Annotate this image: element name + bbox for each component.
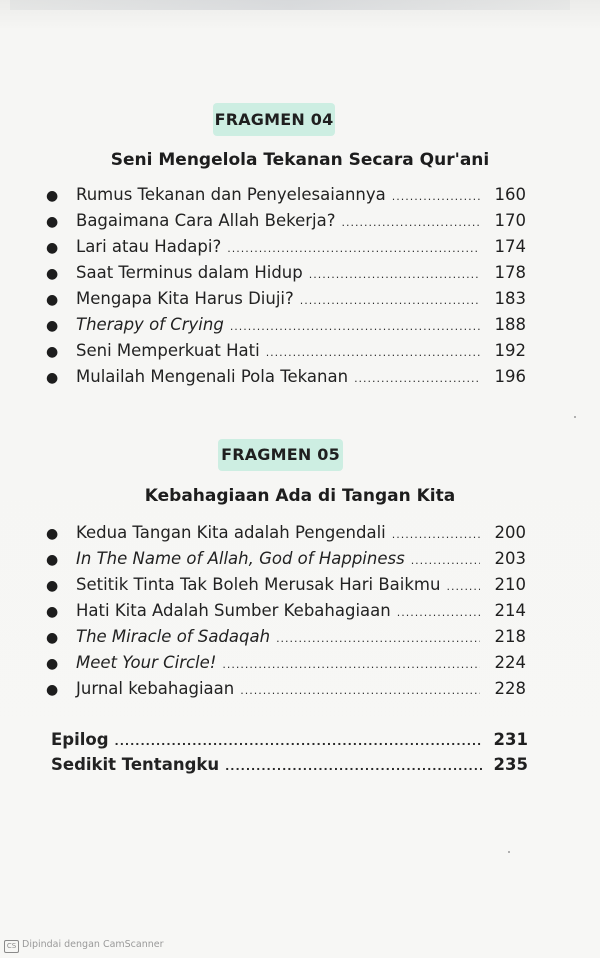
toc-entry bbox=[46, 234, 526, 260]
dot-leader bbox=[446, 574, 480, 600]
bullet-icon: ● bbox=[46, 682, 59, 698]
toc-entry bbox=[46, 598, 526, 624]
toc-entry-epilog bbox=[51, 727, 528, 752]
toc-entry bbox=[46, 520, 526, 546]
dot-leader bbox=[392, 522, 480, 548]
toc-entry bbox=[46, 364, 526, 390]
toc-entry-title: Rumus Tekanan dan Penyelesaiannya bbox=[76, 185, 386, 204]
toc-entry-title: Jurnal kebahagiaan bbox=[76, 679, 235, 698]
dot-leader bbox=[240, 678, 480, 704]
fragment-05-badge: FRAGMEN 05 bbox=[218, 439, 343, 471]
dot-leader bbox=[227, 236, 480, 262]
toc-entry-about-author bbox=[51, 752, 528, 777]
toc-page-number: 200 bbox=[494, 523, 526, 542]
toc-entry bbox=[46, 260, 526, 286]
dot-leader bbox=[276, 626, 480, 652]
toc-page-number: 160 bbox=[494, 185, 526, 204]
toc-page-number: 214 bbox=[494, 601, 526, 620]
toc-page-number: 170 bbox=[494, 211, 526, 230]
bullet-icon: ● bbox=[46, 344, 59, 360]
toc-entry bbox=[46, 546, 526, 572]
toc-entry bbox=[46, 182, 526, 208]
toc-page-number: 174 bbox=[494, 237, 526, 256]
toc-entry-title: Mulailah Mengenali Pola Tekanan bbox=[76, 367, 349, 386]
dot-leader bbox=[225, 754, 482, 779]
fragment-05-toc bbox=[46, 520, 526, 702]
bullet-icon: ● bbox=[46, 188, 59, 204]
dot-leader bbox=[300, 288, 480, 314]
scan-speck bbox=[508, 851, 510, 853]
toc-page-number: 196 bbox=[494, 367, 526, 386]
toc-entry-title: Epilog bbox=[51, 730, 109, 749]
toc-entry bbox=[46, 650, 526, 676]
fragment-04-toc bbox=[46, 182, 526, 390]
toc-entry-title: The Miracle of Sadaqah bbox=[76, 627, 271, 646]
dot-leader bbox=[309, 262, 480, 288]
bullet-icon: ● bbox=[46, 630, 59, 646]
toc-page-number: 210 bbox=[494, 575, 526, 594]
bullet-icon: ● bbox=[46, 578, 59, 594]
toc-page-number: 178 bbox=[494, 263, 526, 282]
toc-entry-title: Therapy of Crying bbox=[76, 315, 224, 334]
dot-leader bbox=[354, 366, 480, 392]
toc-page-number: 228 bbox=[494, 679, 526, 698]
toc-entry-title: Mengapa Kita Harus Diuji? bbox=[76, 289, 294, 308]
dot-leader bbox=[397, 600, 480, 626]
bullet-icon: ● bbox=[46, 292, 59, 308]
toc-entry bbox=[46, 572, 526, 598]
toc-entry-title: Hati Kita Adalah Sumber Kebahagiaan bbox=[76, 601, 391, 620]
scanner-watermark: Dipindai dengan CamScanner bbox=[22, 939, 164, 950]
bullet-icon: ● bbox=[46, 604, 59, 620]
toc-entry-title: Bagaimana Cara Allah Bekerja? bbox=[76, 211, 336, 230]
toc-entry bbox=[46, 208, 526, 234]
toc-page-number: 224 bbox=[494, 653, 526, 672]
scan-bleed-edge bbox=[10, 0, 570, 10]
dot-leader bbox=[392, 184, 480, 210]
toc-entry bbox=[46, 286, 526, 312]
bullet-icon: ● bbox=[46, 318, 59, 334]
toc-entry-title: Seni Memperkuat Hati bbox=[76, 341, 260, 360]
toc-entry bbox=[46, 624, 526, 650]
toc-entry-title: Kedua Tangan Kita adalah Pengendali bbox=[76, 523, 386, 542]
toc-entry bbox=[46, 676, 526, 702]
toc-entry-title: Meet Your Circle! bbox=[76, 653, 217, 672]
dot-leader bbox=[222, 652, 480, 678]
dot-leader bbox=[230, 314, 480, 340]
dot-leader bbox=[411, 548, 480, 574]
dot-leader bbox=[115, 729, 482, 754]
dot-leader bbox=[266, 340, 480, 366]
toc-entry-title: Setitik Tinta Tak Boleh Merusak Hari Baikmu bbox=[76, 575, 441, 594]
toc-page-number: 203 bbox=[494, 549, 526, 568]
camscanner-logo-icon: CS bbox=[4, 940, 19, 953]
toc-entry-title: In The Name of Allah, God of Happiness bbox=[76, 549, 405, 568]
toc-entry-title: Sedikit Tentangku bbox=[51, 755, 220, 774]
toc-page-number: 183 bbox=[494, 289, 526, 308]
scan-speck bbox=[574, 416, 576, 418]
end-matter-toc bbox=[51, 727, 528, 777]
bullet-icon: ● bbox=[46, 240, 59, 256]
fragment-05-title: Kebahagiaan Ada di Tangan Kita bbox=[144, 486, 456, 506]
toc-page-number: 192 bbox=[494, 341, 526, 360]
toc-page-number: 218 bbox=[494, 627, 526, 646]
toc-entry-title: Lari atau Hadapi? bbox=[76, 237, 222, 256]
toc-entry bbox=[46, 338, 526, 364]
dot-leader bbox=[341, 210, 480, 236]
bullet-icon: ● bbox=[46, 370, 59, 386]
toc-page-number: 235 bbox=[493, 755, 528, 774]
bullet-icon: ● bbox=[46, 214, 59, 230]
bullet-icon: ● bbox=[46, 656, 59, 672]
fragment-04-badge: FRAGMEN 04 bbox=[213, 103, 335, 136]
bullet-icon: ● bbox=[46, 266, 59, 282]
bullet-icon: ● bbox=[46, 526, 59, 542]
fragment-04-title: Seni Mengelola Tekanan Secara Qur'ani bbox=[110, 150, 490, 170]
toc-entry bbox=[46, 312, 526, 338]
toc-entry-title: Saat Terminus dalam Hidup bbox=[76, 263, 303, 282]
toc-page-number: 188 bbox=[494, 315, 526, 334]
bullet-icon: ● bbox=[46, 552, 59, 568]
toc-page-number: 231 bbox=[493, 730, 528, 749]
